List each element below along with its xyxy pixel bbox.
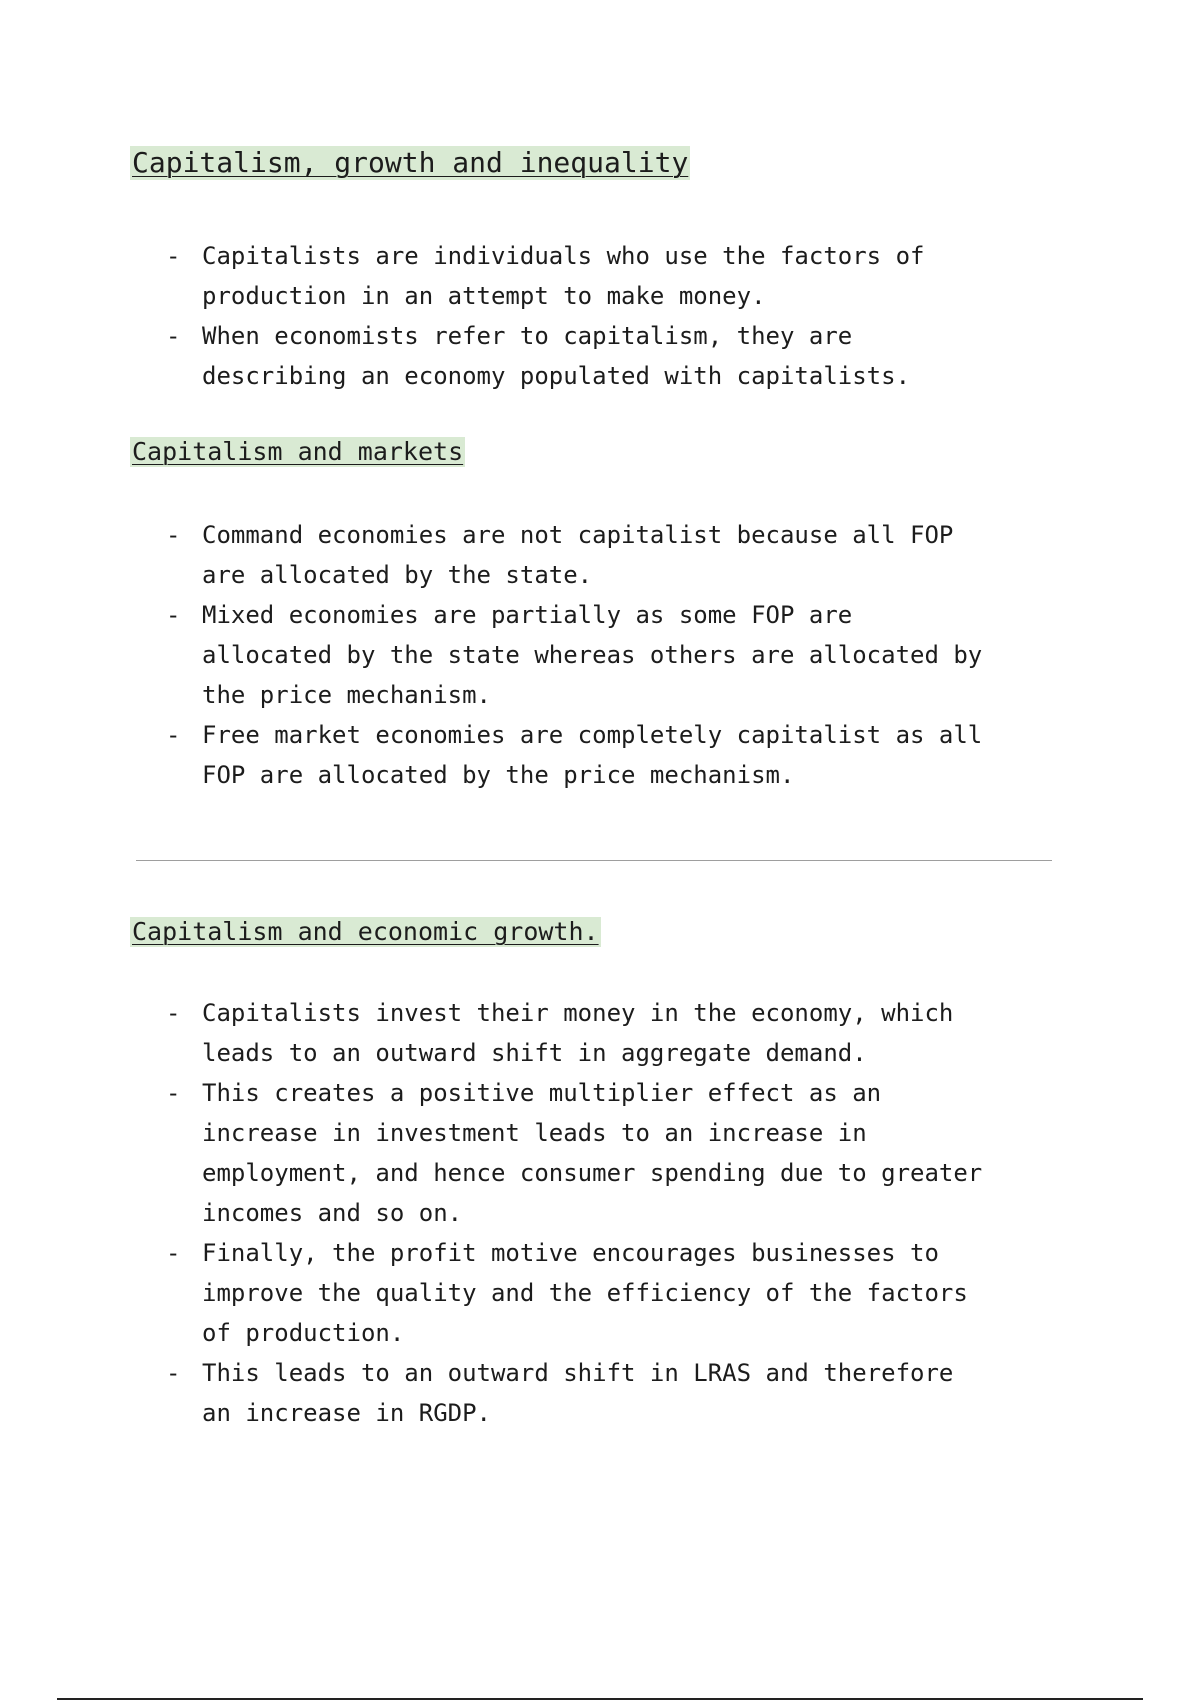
bullet-dash: - <box>166 1359 181 1387</box>
line: of production. <box>202 1319 405 1347</box>
bullet-dash: - <box>166 601 181 629</box>
bullet-dash: - <box>166 242 181 270</box>
line: Finally, the profit motive encourages businesses to <box>202 1239 939 1267</box>
list-item <box>166 715 1066 795</box>
line: production in an attempt to make money. <box>202 282 766 310</box>
line: Capitalists invest their money in the economy, which <box>202 999 954 1027</box>
line: This creates a positive multiplier effect as an <box>202 1079 882 1107</box>
line: employment, and hence consumer spending due to greater <box>202 1159 983 1187</box>
line: Mixed economies are partially as some FOP are <box>202 601 853 629</box>
line: incomes and so on. <box>202 1199 463 1227</box>
line: are allocated by the state. <box>202 561 593 589</box>
line: the price mechanism. <box>202 681 491 709</box>
bullet-dash: - <box>166 1239 181 1267</box>
bullet-dash: - <box>166 521 181 549</box>
line: an increase in RGDP. <box>202 1399 491 1427</box>
list-item <box>166 236 1066 316</box>
bullet-dash: - <box>166 1079 181 1107</box>
section-heading-capitalism-growth-inequality: Capitalism, growth and inequality <box>132 146 689 179</box>
line: increase in investment leads to an increase in <box>202 1119 867 1147</box>
bullet-dash: - <box>166 721 181 749</box>
line: FOP are allocated by the price mechanism. <box>202 761 795 789</box>
bullet-list-capitalism-definition <box>166 236 1066 396</box>
line: When economists refer to capitalism, they are <box>202 322 853 350</box>
line: Free market economies are completely capitalist as all <box>202 721 983 749</box>
list-item <box>166 1073 1066 1233</box>
line: leads to an outward shift in aggregate demand. <box>202 1039 867 1067</box>
list-item <box>166 993 1066 1073</box>
line: improve the quality and the efficiency of the factors <box>202 1279 968 1307</box>
list-item <box>166 515 1066 595</box>
horizontal-divider <box>136 860 1052 861</box>
line: allocated by the state whereas others are allocated by <box>202 641 983 669</box>
line: Command economies are not capitalist because all FOP <box>202 521 954 549</box>
bullet-dash: - <box>166 999 181 1027</box>
list-item <box>166 1233 1066 1353</box>
line: describing an economy populated with capitalists. <box>202 362 911 390</box>
line: Capitalists are individuals who use the factors of <box>202 242 925 270</box>
bullet-dash: - <box>166 322 181 350</box>
section-heading-capitalism-markets: Capitalism and markets <box>132 437 464 466</box>
section-heading-capitalism-economic-growth: Capitalism and economic growth. <box>132 917 599 946</box>
bullet-list-capitalism-markets <box>166 515 1066 795</box>
list-item <box>166 316 1066 396</box>
line: This leads to an outward shift in LRAS and therefore <box>202 1359 954 1387</box>
bullet-list-economic-growth <box>166 993 1066 1433</box>
list-item <box>166 595 1066 715</box>
list-item <box>166 1353 1066 1433</box>
